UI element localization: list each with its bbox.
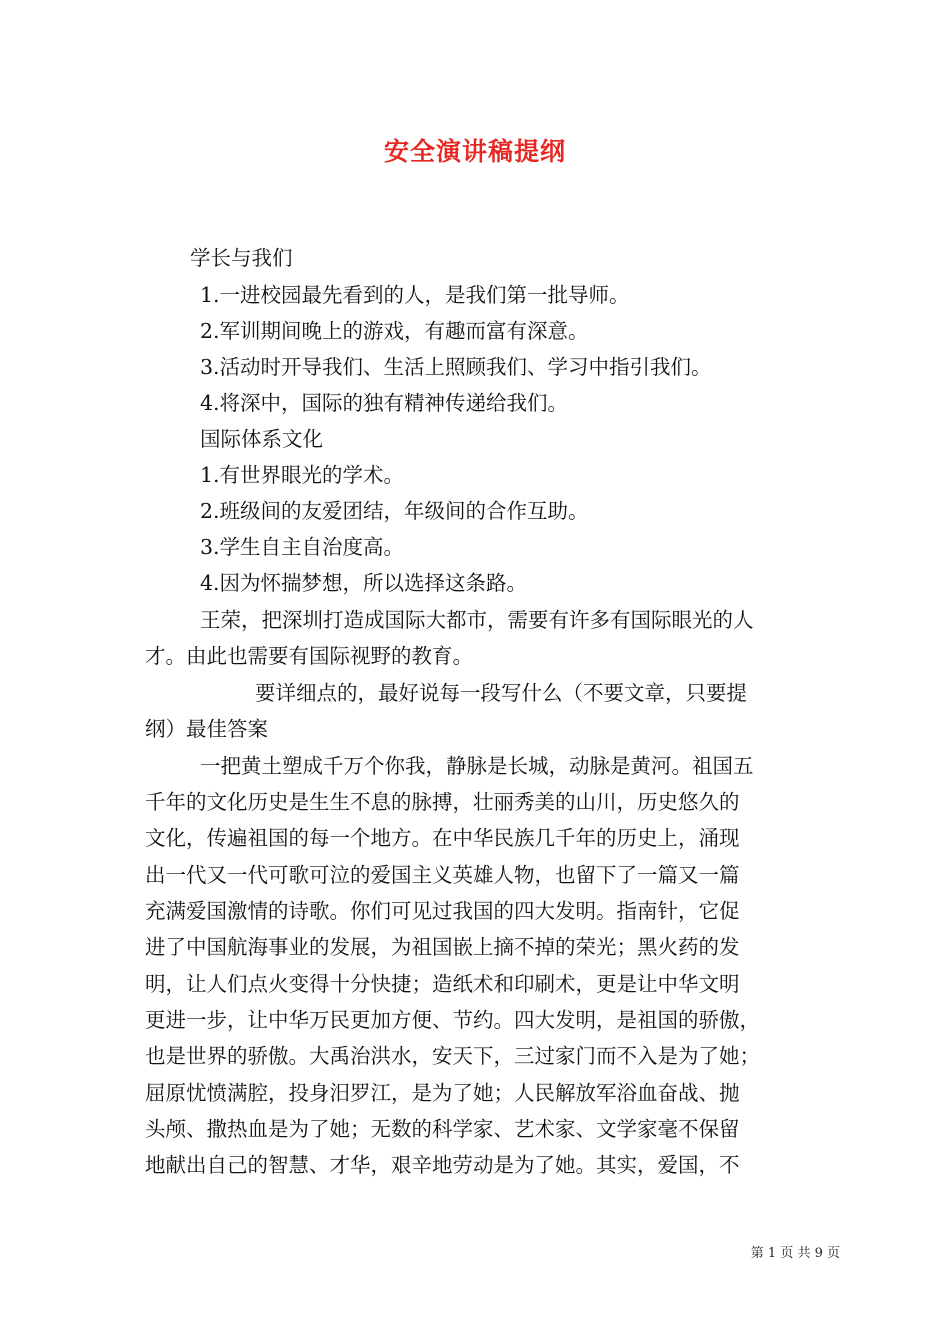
essay-line: 明，让人们点火变得十分快捷；造纸术和印刷术，更是让中华文明 — [145, 972, 740, 996]
document-title: 安全演讲稿提纲 — [383, 137, 566, 166]
list-item: 2.军训期间晚上的游戏，有趣而富有深意。 — [200, 319, 589, 343]
essay-line: 出一代又一代可歌可泣的爱国主义英雄人物，也留下了一篇又一篇 — [145, 863, 740, 887]
essay-line: 文化，传遍祖国的每一个地方。在中华民族几千年的历史上，涌现 — [145, 826, 740, 850]
question-line: 要详细点的，最好说每一段写什么（不要文章，只要提 — [255, 681, 747, 705]
list-item: 4.因为怀揣梦想，所以选择这条路。 — [200, 571, 528, 595]
paragraph-line: 王荣，把深圳打造成国际大都市，需要有许多有国际眼光的人 — [200, 608, 754, 632]
question-line: 纲）最佳答案 — [145, 717, 268, 741]
essay-line: 地献出自己的智慧、才华，艰辛地劳动是为了她。其实，爱国，不 — [145, 1153, 740, 1177]
essay-line: 屈原忧愤满腔，投身汨罗江，是为了她；人民解放军浴血奋战、抛 — [145, 1081, 740, 1105]
essay-line: 充满爱国激情的诗歌。你们可见过我国的四大发明。指南针，它促 — [145, 899, 740, 923]
list-item: 3.活动时开导我们、生活上照顾我们、学习中指引我们。 — [200, 355, 712, 379]
essay-line: 更进一步，让中华万民更加方便、节约。四大发明，是祖国的骄傲， — [145, 1008, 760, 1032]
list-item: 2.班级间的友爱团结，年级间的合作互助。 — [200, 499, 589, 523]
page-number: 第 1 页 共 9 页 — [750, 1246, 840, 1261]
essay-line: 一把黄土塑成千万个你我，静脉是长城，动脉是黄河。祖国五 — [200, 754, 754, 778]
list-item: 4.将深中，国际的独有精神传递给我们。 — [200, 391, 569, 415]
essay-line: 千年的文化历史是生生不息的脉搏，壮丽秀美的山川，历史悠久的 — [145, 790, 740, 814]
essay-line: 也是世界的骄傲。大禹治洪水，安天下，三过家门而不入是为了她； — [145, 1044, 760, 1068]
essay-line: 进了中国航海事业的发展，为祖国嵌上摘不掉的荣光；黑火药的发 — [145, 935, 740, 959]
essay-line: 头颅、撒热血是为了她；无数的科学家、艺术家、文学家毫不保留 — [145, 1117, 740, 1141]
paragraph-line: 才。由此也需要有国际视野的教育。 — [145, 644, 473, 668]
list-item: 1.一进校园最先看到的人，是我们第一批导师。 — [200, 283, 630, 307]
list-item: 3.学生自主自治度高。 — [200, 535, 405, 559]
list-item: 1.有世界眼光的学术。 — [200, 463, 405, 487]
section-heading-seniors: 学长与我们 — [190, 246, 293, 270]
section-heading-international: 国际体系文化 — [200, 427, 323, 451]
